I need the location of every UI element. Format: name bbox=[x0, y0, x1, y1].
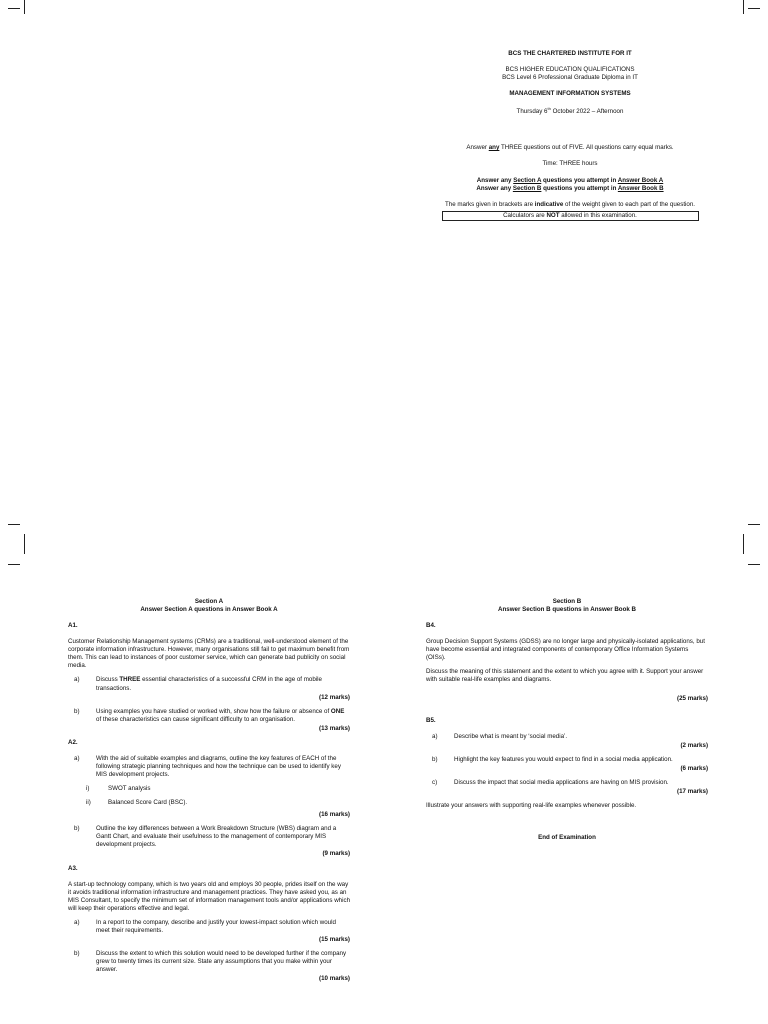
subject-title: MANAGEMENT INFORMATION SYSTEMS bbox=[509, 90, 631, 98]
question-a2-sub-i: i) SWOT analysis bbox=[86, 785, 151, 793]
question-a3-label: A3. bbox=[68, 864, 78, 872]
question-b5-part-b: b) Highlight the key features you would expect to find in a social media application. bbox=[432, 755, 673, 763]
marks-label: (16 marks) bbox=[319, 811, 350, 819]
marks-label: (10 marks) bbox=[319, 975, 350, 983]
marks-label: (13 marks) bbox=[319, 724, 350, 732]
crop-mark bbox=[8, 564, 20, 565]
question-a3-intro: A start-up technology company, which is two years old and employs 30 people, prides itself on the way it avoids traditional information infrastructure and management practices. They have asked you, as an MIS Consultant, to specify the minimum set of information management tools and/or applications which will keep their operations effective and legal. bbox=[68, 880, 351, 912]
question-a3-part-b: b) Discuss the extent to which this solution would need to be developed further if the company grew to twenty times its current size. State any assumptions that you make within your answer. bbox=[74, 950, 347, 974]
question-a2-part-b: b) Outline the key differences between a Work Breakdown Structure (WBS) diagram and a Gantt Chart, and evaluate their usefulness to the management of contemporary MIS development projects. bbox=[74, 825, 337, 849]
question-a2-part-a: a) With the aid of suitable examples and diagrams, outline the key features of EACH of the following strategic planning techniques and how the technique can be used to identify key MIS development projects. bbox=[74, 754, 341, 778]
institute-title: BCS THE CHARTERED INSTITUTE FOR IT bbox=[508, 50, 632, 57]
marks-note: The marks given in brackets are indicative of the weight given to each part of the question. bbox=[444, 200, 696, 208]
crop-mark bbox=[8, 8, 20, 9]
level-title: BCS Level 6 Professional Graduate Diploma in IT bbox=[502, 74, 638, 82]
answer-instruction: Answer any THREE questions out of FIVE. All questions carry equal marks. bbox=[466, 144, 674, 152]
cover-page bbox=[420, 50, 720, 221]
crop-mark bbox=[748, 524, 760, 525]
question-b5-part-c: c) Discuss the impact that social media applications are having on MIS provision. bbox=[432, 778, 669, 786]
question-b5-label: B5. bbox=[426, 716, 436, 724]
question-a1-part-b: b) Using examples you have studied or worked with, show how the failure or absence of ONE of these characteristics can cause significant difficulty to an organisation. bbox=[74, 707, 345, 723]
section-a bbox=[68, 598, 350, 989]
crop-mark bbox=[748, 8, 760, 9]
question-a1-part-a: a) Discuss THREE essential characteristics of a successful CRM in the age of mobile transactions. bbox=[74, 676, 322, 692]
question-a2-sub-ii: ii) Balanced Score Card (BSC). bbox=[86, 799, 188, 807]
question-a1-intro: Customer Relationship Management systems (CRMs) are a traditional, well-understood element of the corporate information infrastructure. However, many organisations still fail to get maximum benefit from them. This can lead to instances of poor customer service, which can generate bad publicity on social media. bbox=[68, 638, 350, 670]
section-a-heading: Section A Answer Section A questions in Answer Book A bbox=[140, 598, 278, 614]
question-b4-intro: Group Decision Support Systems (GDSS) are no longer large and physically-isolated applications, but have become essential and integrated components of contemporary Office Information Systems (OISs). bbox=[426, 638, 705, 662]
marks-label: (6 marks) bbox=[680, 764, 708, 772]
end-of-examination: End of Examination bbox=[538, 834, 596, 842]
exam-date: Thursday 6th October 2022 – Afternoon bbox=[516, 106, 624, 116]
qualification-title: BCS HIGHER EDUCATION QUALIFICATIONS bbox=[505, 66, 635, 74]
marks-label: (9 marks) bbox=[322, 850, 350, 858]
marks-label: (2 marks) bbox=[680, 741, 708, 749]
question-a2-label: A2. bbox=[68, 738, 78, 746]
crop-mark bbox=[748, 564, 760, 565]
question-b5-part-a: a) Describe what is meant by ‘social media’. bbox=[432, 732, 568, 740]
crop-mark bbox=[743, 534, 744, 554]
marks-label: (25 marks) bbox=[677, 694, 708, 702]
marks-label: (12 marks) bbox=[319, 693, 350, 701]
section-b-instruction: Answer any Section B questions you attempt in Answer Book B bbox=[476, 184, 664, 192]
question-b4-task: Discuss the meaning of this statement and the extent to which you agree with it. Support your answer with suitable real-life examples and diagrams. bbox=[426, 668, 704, 684]
crop-mark bbox=[24, 0, 25, 14]
marks-label: (15 marks) bbox=[319, 935, 350, 943]
calculator-notice: Calculators are NOT allowed in this examination. bbox=[442, 211, 699, 221]
section-b-heading: Section B Answer Section B questions in Answer Book B bbox=[498, 598, 636, 614]
question-b4-label: B4. bbox=[426, 622, 436, 630]
crop-mark bbox=[24, 534, 25, 554]
question-b5-closing: Illustrate your answers with supporting real-life examples whenever possible. bbox=[426, 802, 637, 809]
marks-label: (17 marks) bbox=[677, 787, 708, 795]
crop-mark bbox=[743, 0, 744, 14]
section-b bbox=[426, 598, 708, 842]
question-a3-part-a: a) In a report to the company, describe and justify your lowest-impact solution which would meet their requirements. bbox=[74, 918, 336, 934]
time-allowed: Time: THREE hours bbox=[542, 160, 598, 168]
section-a-instruction: Answer any Section A questions you attempt in Answer Book A bbox=[476, 176, 664, 184]
question-a1-label: A1. bbox=[68, 622, 78, 630]
crop-mark bbox=[8, 524, 20, 525]
